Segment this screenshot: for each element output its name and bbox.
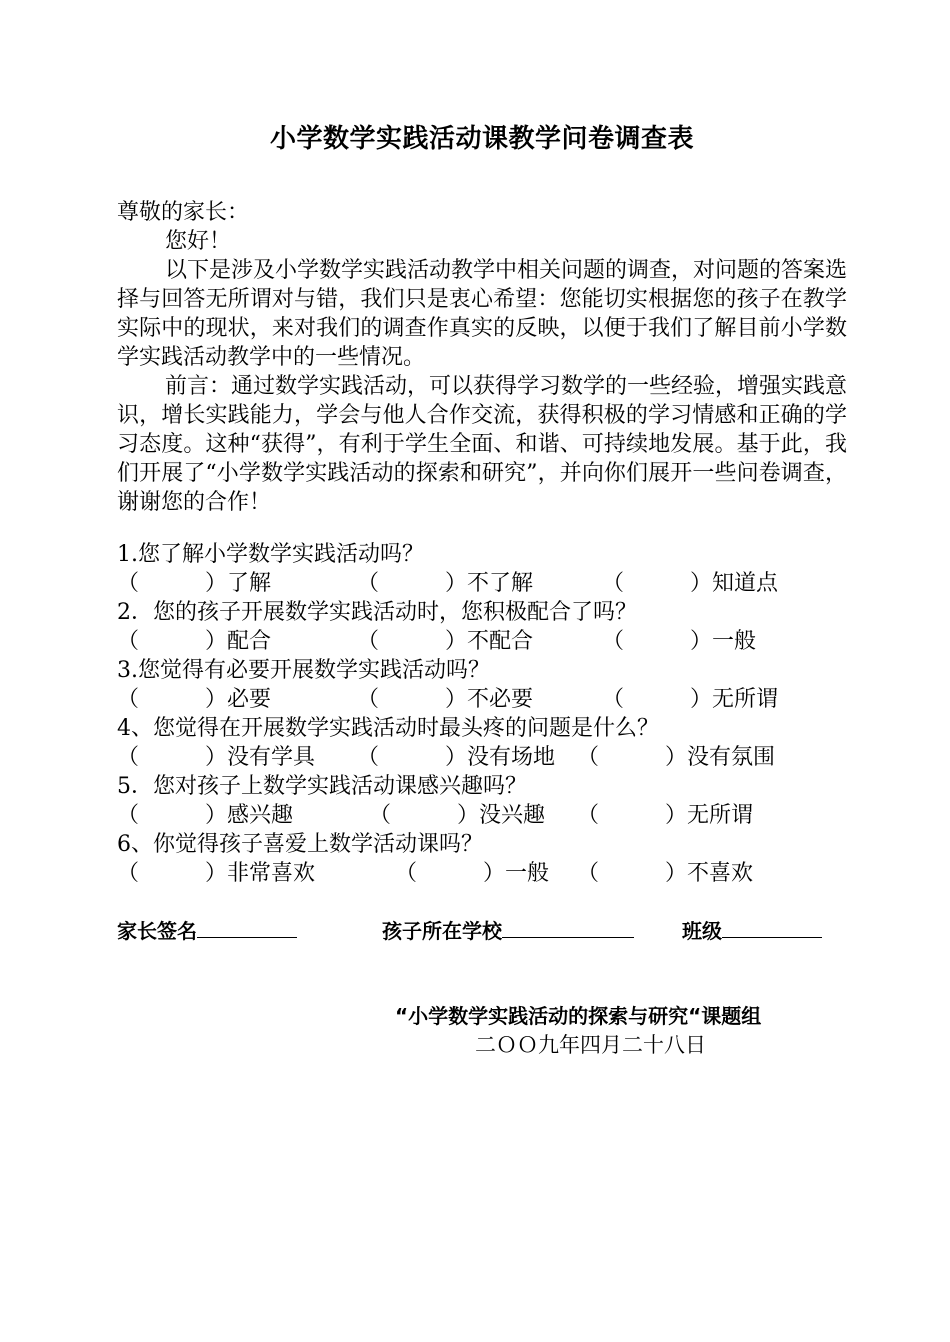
question-3-options — [117, 685, 847, 714]
option-no-tools[interactable]: （ ）没有学具 — [117, 745, 316, 770]
parent-signature-field — [117, 915, 297, 944]
question-5-options — [117, 801, 847, 830]
question-6-options — [117, 859, 847, 888]
option-necessary[interactable]: （ ）必要 — [117, 687, 272, 712]
salutation: 尊敬的家长： — [117, 200, 250, 225]
option-no-atmosphere[interactable]: （ ）没有氛围 — [577, 745, 776, 770]
option-dislike[interactable]: （ ）不喜欢 — [577, 861, 754, 886]
option-average[interactable]: （ ）一般 — [602, 629, 757, 654]
school-label: 孩子所在学校 — [382, 919, 502, 943]
option-no-venue[interactable]: （ ）没有场地 — [357, 745, 556, 770]
option-love-it[interactable]: （ ）非常喜欢 — [117, 861, 316, 886]
parent-signature-blank[interactable] — [197, 917, 297, 938]
question-list — [117, 540, 847, 888]
signature-date: 二ＯＯ九年四月二十八日 — [475, 1033, 706, 1057]
option-unnecessary[interactable]: （ ）不必要 — [357, 687, 534, 712]
class-label: 班级 — [682, 919, 722, 943]
page-title: 小学数学实践活动课教学问卷调查表 — [269, 124, 694, 154]
document-signature — [395, 1002, 815, 1060]
option-understand[interactable]: （ ）了解 — [117, 571, 272, 596]
option-so-so[interactable]: （ ）一般 — [395, 861, 550, 886]
option-not-understand[interactable]: （ ）不了解 — [357, 571, 534, 596]
question-4-options — [117, 743, 847, 772]
school-blank[interactable] — [502, 917, 634, 938]
school-field — [382, 915, 634, 944]
question-2: 2．您的孩子开展数学实践活动时，您积极配合了吗？ — [117, 600, 637, 625]
research-group-name: “小学数学实践活动的探索与研究“课题组 — [395, 1004, 762, 1028]
letter-body — [117, 198, 847, 517]
question-3: 3.您觉得有必要开展数学实践活动吗？ — [117, 658, 490, 683]
option-indifferent-2[interactable]: （ ）无所谓 — [577, 803, 754, 828]
option-cooperate[interactable]: （ ）配合 — [117, 629, 272, 654]
question-1: 1.您了解小学数学实践活动吗？ — [117, 542, 424, 567]
question-6: 6、你觉得孩子喜爱上数学活动课吗？ — [117, 832, 483, 857]
preface-paragraph: 前言：通过数学实践活动，可以获得学习数学的一些经验，增强实践意识，增长实践能力，学会与他人合作交流，获得积极的学习情感和正确的学习态度。这种“获得”，有利于学生全面、和谐、可持续地发展。基于此，我们开展了“小学数学实践活动的探索和研究”，并向你们展开一些问卷调查，谢谢您的合作！ — [117, 374, 848, 515]
question-4: 4、您觉得在开展数学实践活动时最头疼的问题是什么？ — [117, 716, 659, 741]
parent-signature-label: 家长签名 — [117, 919, 197, 943]
class-field — [682, 915, 822, 944]
question-1-options — [117, 569, 847, 598]
question-5: 5．您对孩子上数学实践活动课感兴趣吗？ — [117, 774, 527, 799]
intro-paragraph: 以下是涉及小学数学实践活动教学中相关问题的调查，对问题的答案选择与回答无所谓对与错，我们只是衷心希望：您能切实根据您的孩子在教学实际中的现状，来对我们的调查作真实的反映，以便于我们了解目前小学数学实践活动教学中的一些情况。 — [117, 258, 848, 370]
option-indifferent[interactable]: （ ）无所谓 — [602, 687, 779, 712]
option-know-some[interactable]: （ ）知道点 — [602, 571, 779, 596]
option-not-cooperate[interactable]: （ ）不配合 — [357, 629, 534, 654]
signature-fields — [117, 915, 857, 945]
option-not-interested[interactable]: （ ）没兴趣 — [369, 803, 546, 828]
greeting: 您好！ — [165, 229, 232, 254]
option-interested[interactable]: （ ）感兴趣 — [117, 803, 294, 828]
class-blank[interactable] — [722, 917, 822, 938]
question-2-options — [117, 627, 847, 656]
